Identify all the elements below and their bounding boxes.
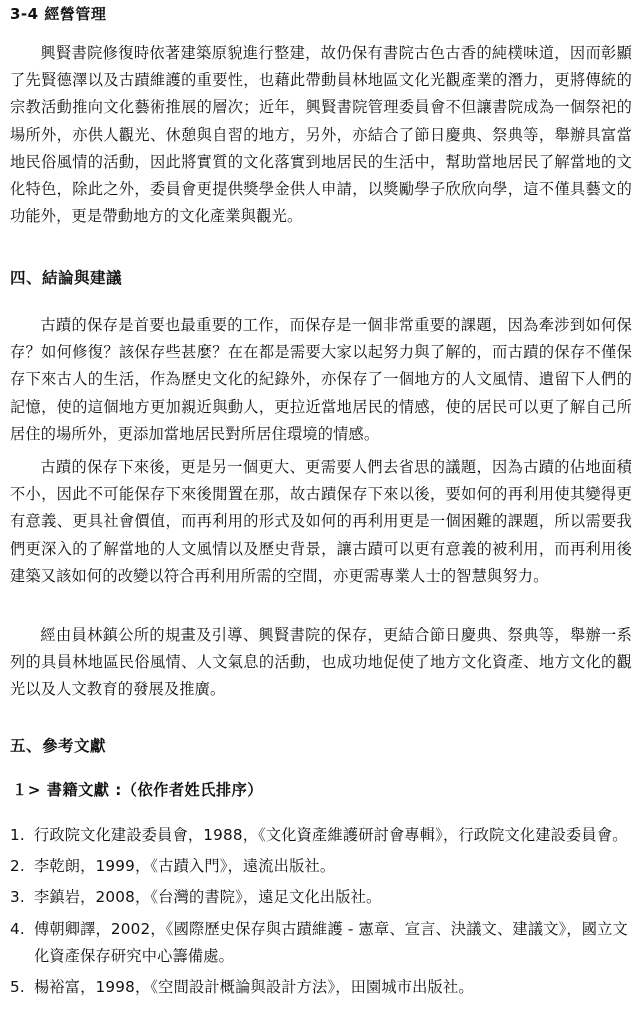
reference-number: 4. [10, 919, 25, 938]
reference-number: 2. [10, 857, 25, 876]
reference-number: 1. [10, 826, 25, 844]
section-heading-management: 3-4 經營管理 [10, 5, 107, 23]
paragraph-conclusion-1: 古蹟的保存是首要也最重要的工作，而保存是一個非常重要的課題，因為牽涉到如何保存？如何修復？該保存些甚麼？在在都是需要大家以起努力與了解的，而古蹟的保存不僅保存下來古人的生活，作為歷史文化的紀錄外，亦保存了一個地方的人文風情、遺留下人們的記憶，使的這個地方更加親近與動人，更拉近當地居民的情感，使的居民可以更了解自己所居住的場所外，更添加當地居民對所居住環境的情感。 [10, 316, 632, 443]
reference-text: 李鎮岩，2008，《台灣的書院》，遠足文化出版社。 [34, 888, 382, 907]
reference-item [10, 916, 632, 970]
reference-text: 傅朝卿譯，2002，《國際歷史保存與古蹟維護 - 憲章、宣言、決議文、建議文》，國立文化資產保存研究中心籌備處。 [34, 919, 628, 965]
paragraph-management: 興賢書院修復時依著建築原貌進行整建，故仍保有書院古色古香的純樸味道，因而彰顯了先賢德澤以及古蹟維護的重要性，也藉此帶動員林地區文化光觀產業的潛力，更將傳統的宗教活動推向文化藝術推展的層次；近年，興賢書院管理委員會不但讓書院成為一個祭祀的場所外，亦供人觀光、休憩與自習的地方，另外，亦結合了節日慶典、祭典等，舉辦具富當地民俗風情的活動，因此將實質的文化落實到地居民的生活中，幫助當地居民了解當地的文化特色，除此之外，委員會更提供獎學金供人申請，以獎勵學子欣欣向學，這不僅具藝文的功能外，更是帶動地方的文化產業與觀光。 [10, 44, 632, 226]
paragraph-conclusion-3: 經由員林鎮公所的規畫及引導、興賢書院的保存，更結合節日慶典、祭典等，舉辦一系列的具員林地區民俗風情、人文氣息的活動，也成功地促使了地方文化資產、地方文化的觀光以及人文教育的發展及推廣。 [10, 626, 632, 699]
section-heading-conclusion: 四、結論與建議 [10, 269, 123, 287]
reference-text: 李乾朗，1999，《古蹟入門》，遠流出版社。 [34, 857, 336, 876]
reference-number: 3. [10, 888, 25, 907]
reference-item [10, 884, 632, 911]
reference-text: 行政院文化建設委員會，1988，《文化資產維護研討會專輯》，行政院文化建設委員會。 [34, 826, 628, 844]
section-heading-references: 五、參考文獻 [10, 737, 107, 755]
reference-item [10, 853, 632, 880]
subheading-book-references: １> 書籍文獻 :（依作者姓氏排序） [12, 781, 263, 799]
reference-item [10, 822, 632, 849]
reference-number: 5. [10, 978, 25, 997]
paragraph-conclusion-2: 古蹟的保存下來後，更是另一個更大、更需要人們去省思的議題，因為古蹟的佔地面積不小，因此不可能保存下來後閒置在那，故古蹟保存下來以後，要如何的再利用使其變得更有意義、更具社會價值，而再利用的形式及如何的再利用更是一個困難的課題，所以需要我們更深入的了解當地的人文風情以及歷史背景，讓古蹟可以更有意義的被利用，而再利用後建築又該如何的改變以符合再利用所需的空間，亦更需專業人士的智慧與努力。 [10, 458, 632, 585]
reference-list [10, 822, 632, 1005]
reference-text: 楊裕富，1998，《空間設計概論與設計方法》，田園城市出版社。 [34, 978, 474, 997]
reference-item [10, 974, 632, 1001]
